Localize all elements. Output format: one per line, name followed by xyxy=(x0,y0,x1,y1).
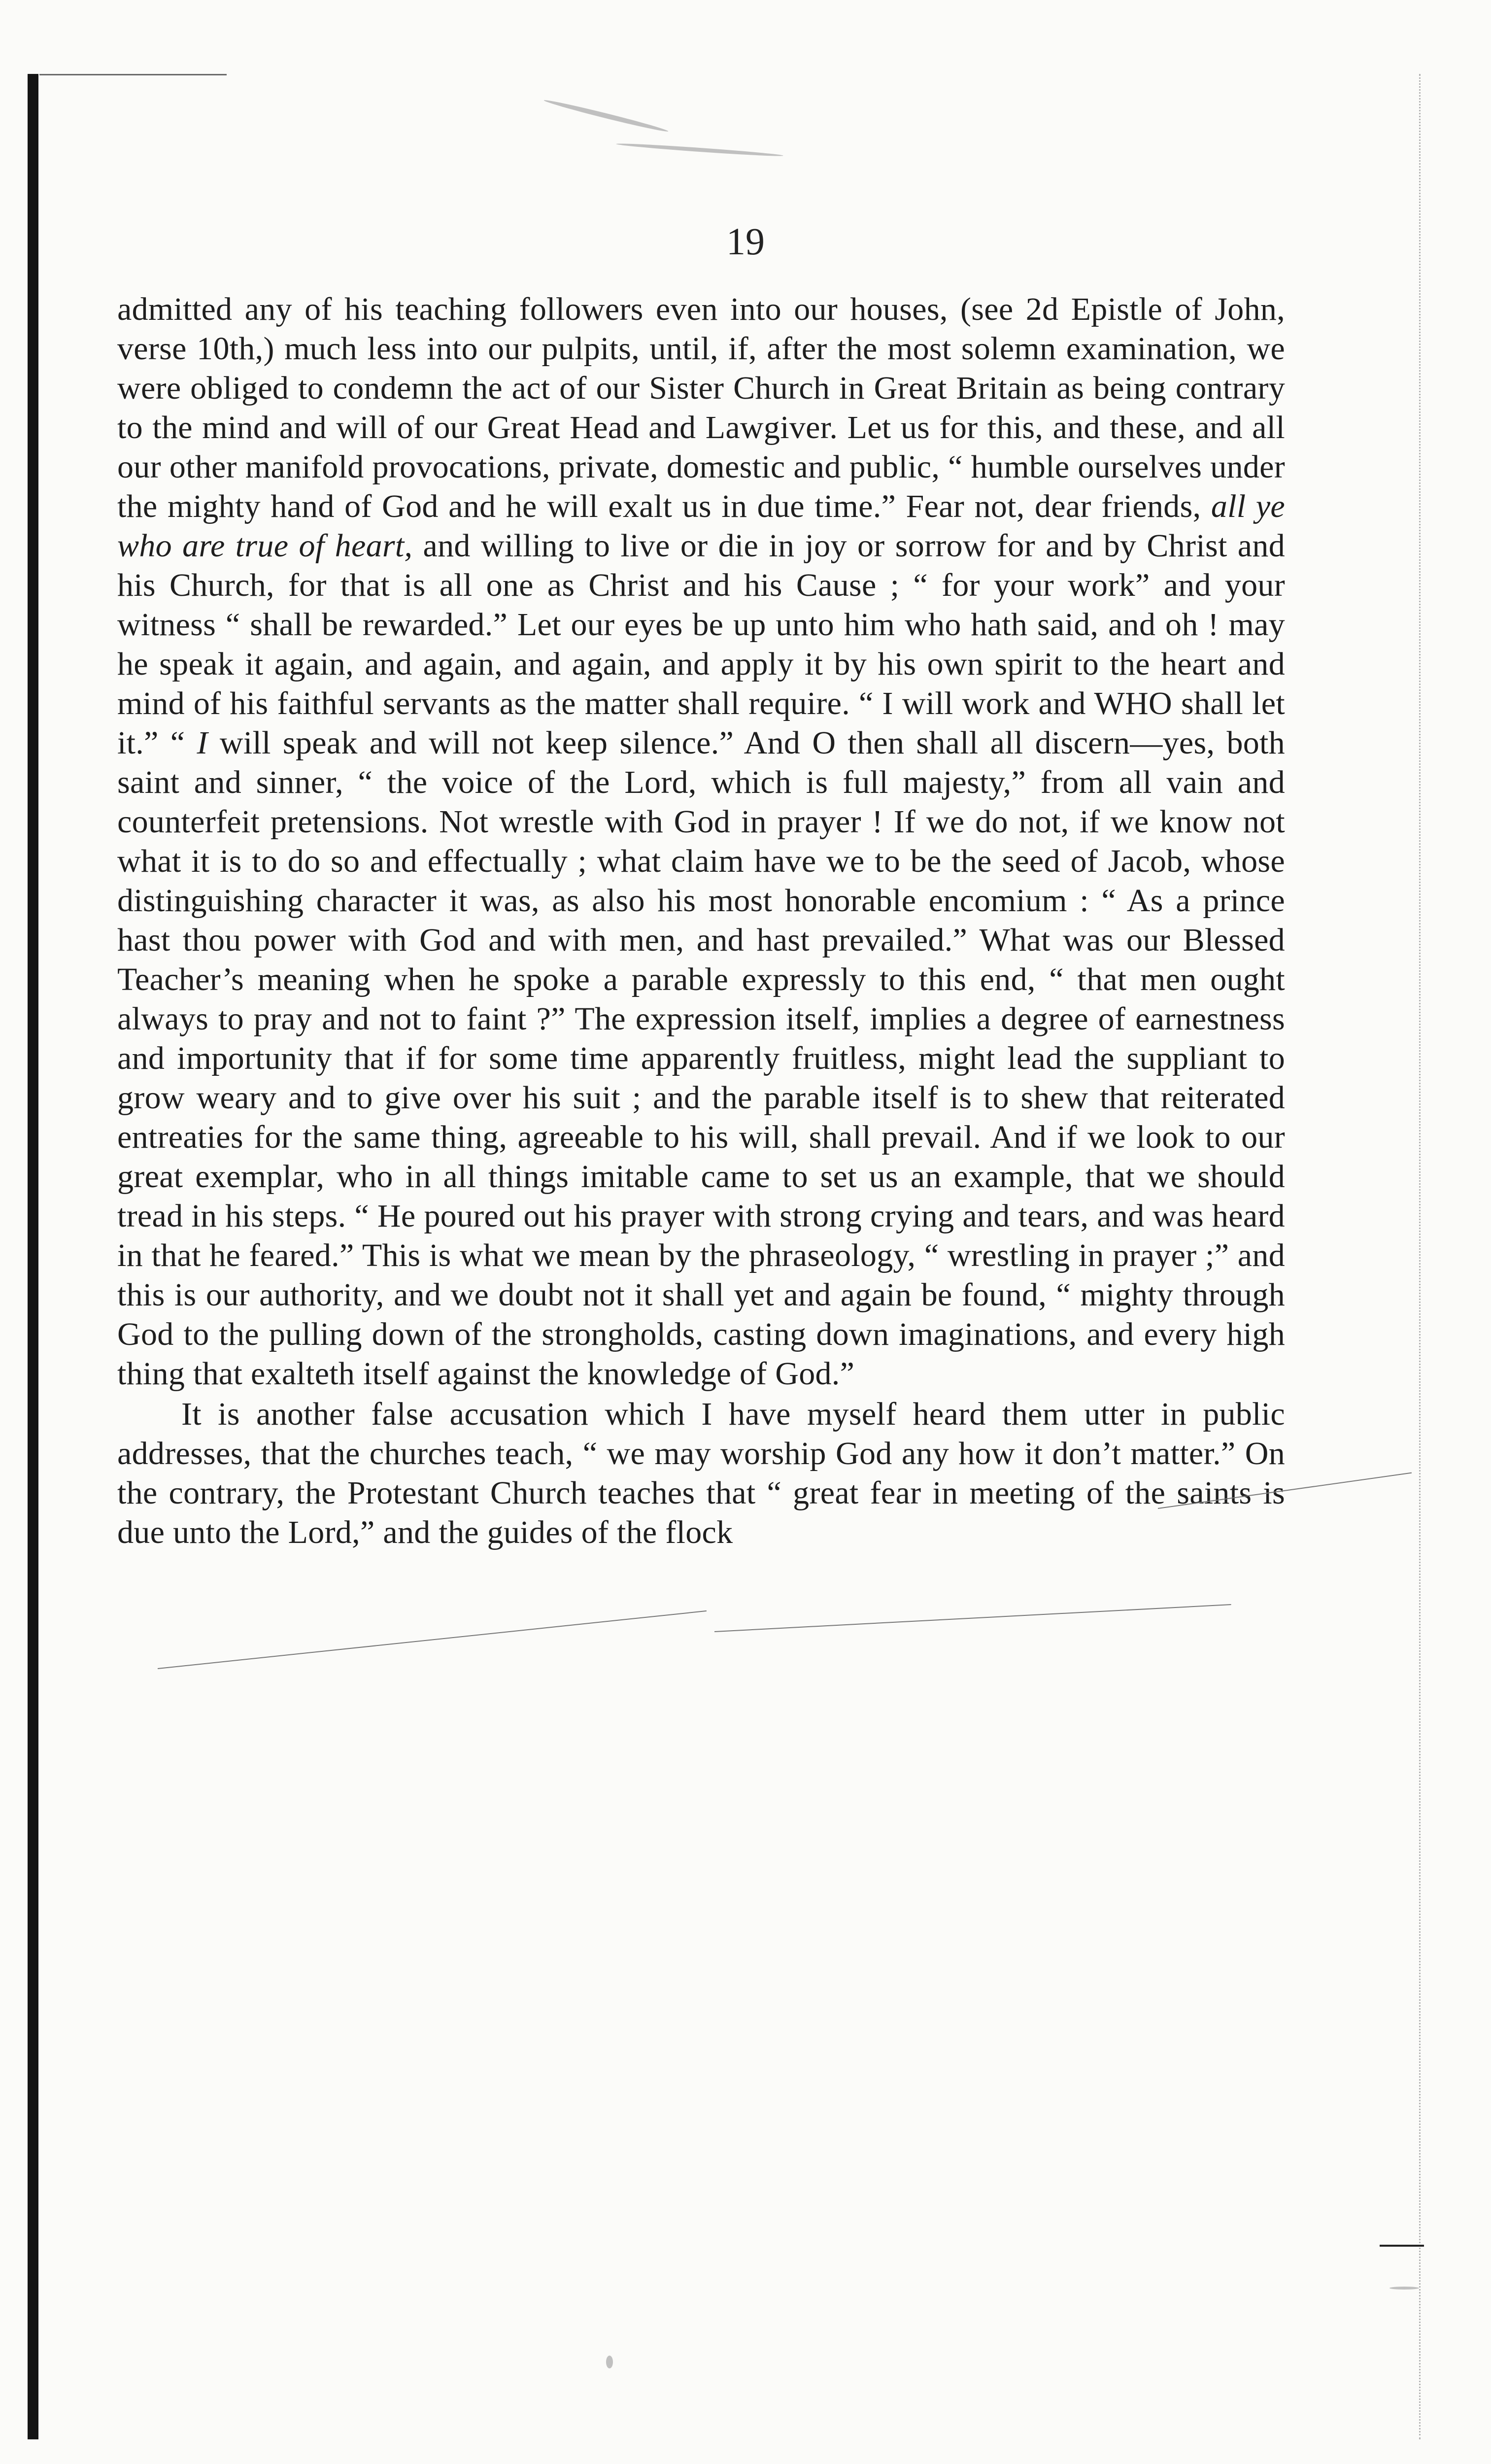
body-text xyxy=(117,290,1285,1552)
page-number: 19 xyxy=(726,220,765,263)
text-run: and willing to live or die in joy or sorrow for and by Christ and his Church, for that is all one as Christ and his Cause ; “ for your work” and your witness “ shall be rewarded.” Let our eyes be up unto him who hath said, and oh ! may he speak it again, and again, and again, and apply it by his own spirit to the heart and mind of his faithful servants as the matter shall require. “ I will work and WHO shall let it.” “ xyxy=(117,528,1285,761)
text-run: admitted any of his teaching followers even into our houses, (see 2d Epistle of John, verse 10th,) much less into our pulpits, until, if, after the most solemn examination, we were obliged to condemn the act of our Sister Church in Great Britain as being contrary to the mind and will of our Great Head and Lawgiver. Let us for this, and these, and all our other manifold provocations, private, domestic and public, “ humble ourselves under the mighty hand of God and he will exalt us in due time.” Fear not, dear friends, xyxy=(117,291,1285,524)
text-run: It is another false accusation which I have myself heard them utter in public addresses, that the churches teach, “ we may worship God any how it don’t matter.” On the contrary, the Protestant Church teaches that “ great fear in meeting of the saints is due unto the Lord,” and the guides of the flock xyxy=(117,1396,1285,1550)
italic-run: all ye who are true of heart, xyxy=(117,488,1286,564)
pencil-annotation-line xyxy=(1380,2245,1424,2247)
smudge-mark xyxy=(606,2356,613,2368)
page-edge-speckle xyxy=(1419,74,1423,2439)
smudge-mark xyxy=(543,98,669,134)
smudge-mark xyxy=(616,142,783,158)
pencil-annotation-line xyxy=(158,1610,707,1669)
top-rule xyxy=(39,74,227,75)
paragraph xyxy=(117,1395,1285,1552)
binding-edge xyxy=(28,74,38,2439)
italic-run: I xyxy=(197,725,208,761)
text-run: will speak and will not keep silence.” And O then shall all discern—yes, both saint and sinner, “ the voice of the Lord, which is full majesty,” from all vain and counterfeit pretensions. Not wrestle with God in prayer ! If we do not, if we know not what it is to do so and effectually ; what claim have we to be the seed of Jacob, whose distinguishing character it was, as also his most honorable encomium : “ As a prince hast thou power with God and with men, and hast prevailed.” What was our Blessed Teacher’s meaning when he spoke a parable expressly to this end, “ that men ought always to pray and not to faint ?” The expression itself, implies a degree of earnestness and importunity that if for some time apparently fruitless, might lead the suppliant to grow weary and to give over his suit ; and the parable itself is to shew that reiterated entreaties for the same thing, agreeable to his will, shall prevail. And if we look to our great exemplar, who in all things imitable came to set us an example, that we should tread in his steps. “ He poured out his prayer with strong crying and tears, and was heard in that he feared.” This is what we mean by the phraseology, “ wrestling in prayer ;” and this is our authority, and we doubt not it shall yet and again be found, “ mighty through God to the pulling down of the strongholds, casting down imaginations, and every high thing that exalteth itself against the knowledge of God.” xyxy=(117,725,1285,1392)
smudge-mark xyxy=(1389,2287,1419,2290)
paragraph xyxy=(117,290,1285,1394)
pencil-annotation-line xyxy=(714,1604,1231,1632)
